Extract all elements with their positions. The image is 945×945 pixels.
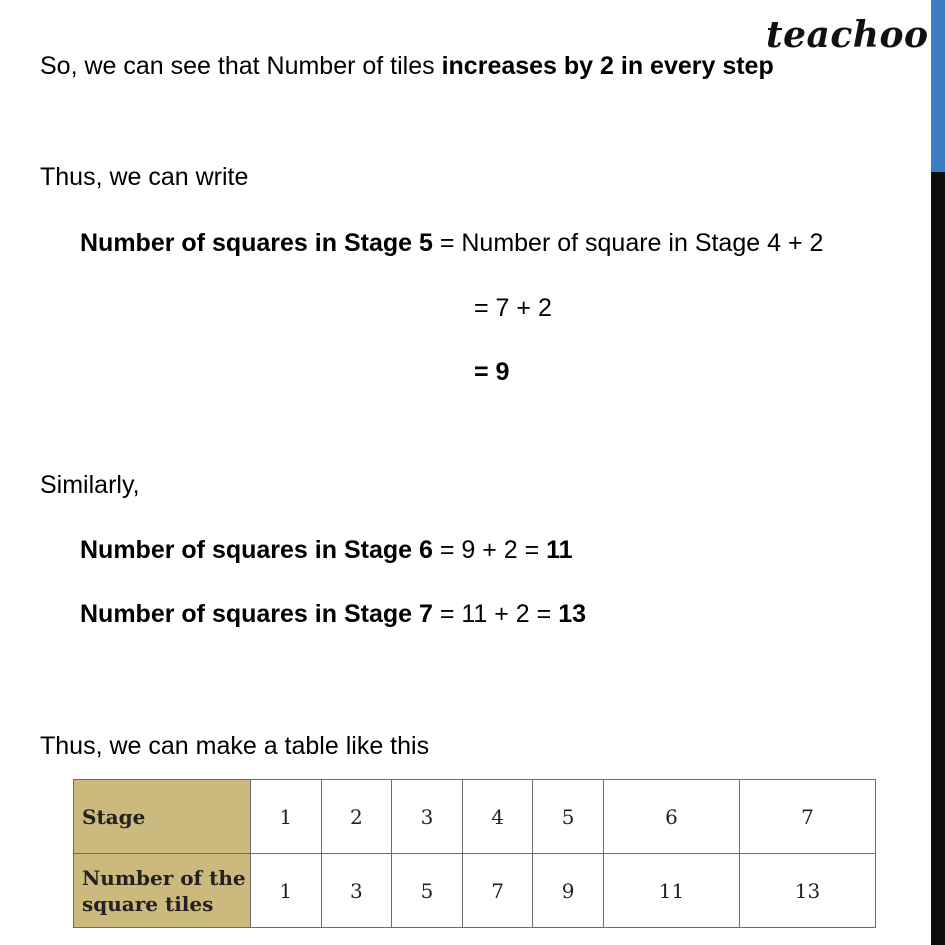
stage-6-calc: = 9 + 2 = — [432, 536, 547, 564]
teachoo-logo: teachoo — [766, 14, 929, 56]
line-increase-statement — [40, 51, 774, 81]
stage-6-result: 11 — [546, 536, 573, 564]
table-cell: 5 — [392, 854, 463, 928]
line-table-intro: Thus, we can make a table like this — [40, 732, 430, 760]
line-stage-6 — [80, 535, 573, 565]
line-stage-7 — [80, 599, 586, 629]
line-1-bold: increases by 2 in every step — [441, 52, 774, 80]
stage-5-label: Number of squares in Stage 5 — [80, 229, 433, 257]
table-cell: 1 — [251, 780, 322, 854]
stage-6-label: Number of squares in Stage 6 — [80, 536, 433, 564]
row-header-tiles — [74, 854, 251, 928]
row-header-stage: Stage — [74, 780, 251, 854]
sidebar-accent-bar — [931, 0, 945, 172]
table-cell: 3 — [392, 780, 463, 854]
stage-5-rest: = Number of square in Stage 4 + 2 — [432, 229, 824, 257]
table-cell: 6 — [603, 780, 739, 854]
table-row — [74, 854, 876, 928]
table-cell: 5 — [533, 780, 604, 854]
line-seven-plus-two: = 7 + 2 — [474, 294, 552, 322]
stage-7-result: 13 — [558, 600, 587, 628]
table-cell: 4 — [462, 780, 533, 854]
line-equals-nine — [474, 357, 509, 387]
stage-7-calc: = 11 + 2 = — [432, 600, 559, 628]
line-thus-write: Thus, we can write — [40, 163, 249, 191]
stage-tiles-table — [73, 779, 876, 928]
equals-nine: = 9 — [474, 358, 510, 386]
line-1-text: So, we can see that Number of tiles — [40, 52, 442, 80]
table-cell: 3 — [321, 854, 392, 928]
table-row — [74, 780, 876, 854]
table-cell: 13 — [739, 854, 875, 928]
table-cell: 7 — [462, 854, 533, 928]
line-stage-5 — [80, 228, 823, 258]
row-header-tiles-line1: Number of the — [82, 865, 246, 890]
row-header-tiles-line2: square tiles — [82, 891, 214, 916]
table-cell: 2 — [321, 780, 392, 854]
line-similarly: Similarly, — [40, 471, 140, 499]
table-cell: 11 — [603, 854, 739, 928]
table-cell: 7 — [739, 780, 875, 854]
stage-7-label: Number of squares in Stage 7 — [80, 600, 433, 628]
table-cell: 1 — [251, 854, 322, 928]
table-cell: 9 — [533, 854, 604, 928]
